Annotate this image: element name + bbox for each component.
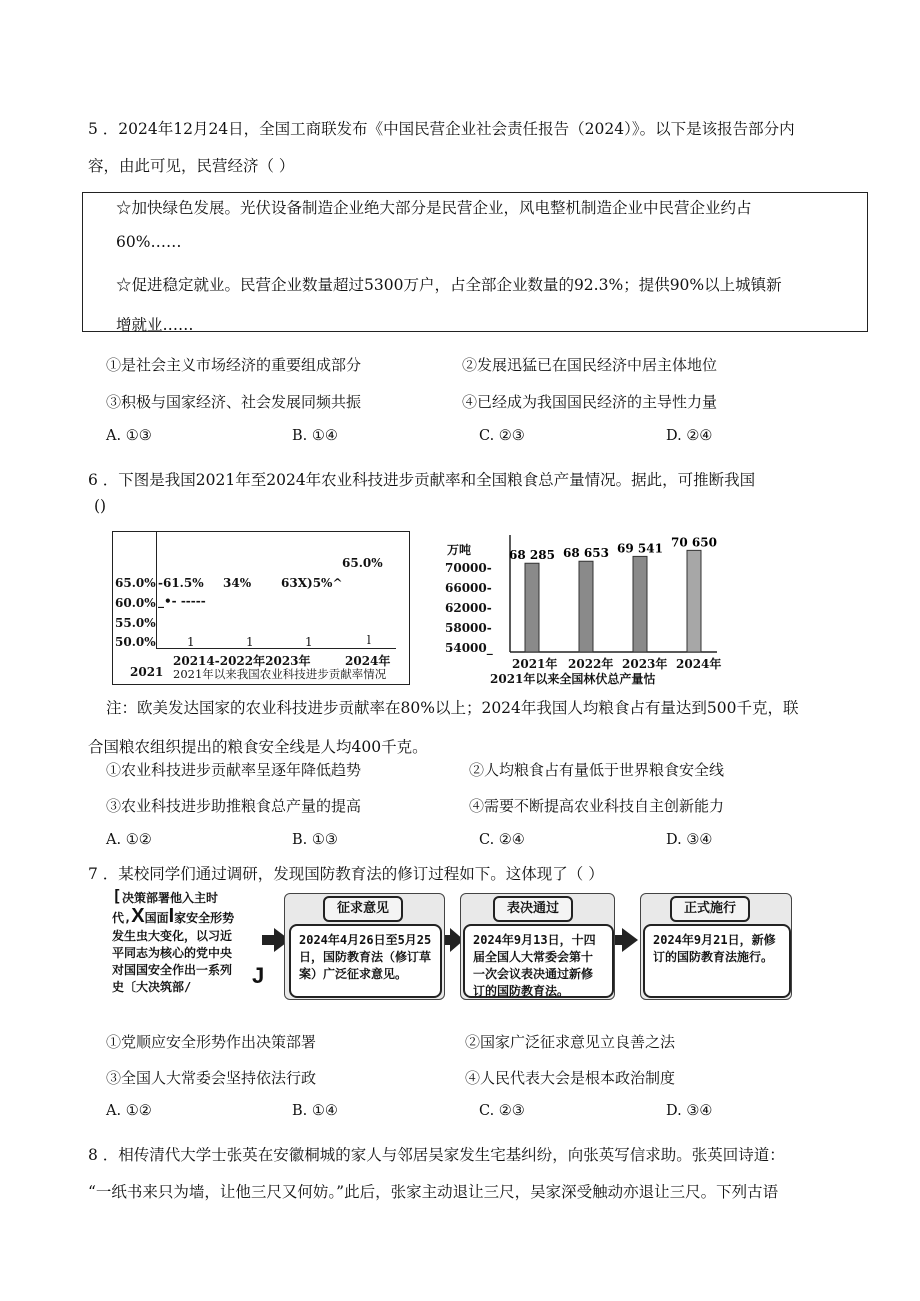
decision-line6-b: 〔大决筑部/ <box>124 980 192 994</box>
chart1-title: 2021年以来我国农业科技进步贡献率情况 <box>173 667 387 681</box>
chart2-ytick: 54000_ <box>445 641 493 655</box>
q7-answer-a[interactable]: A. ①② <box>106 1103 152 1119</box>
chart1-ytick: 65.0% <box>115 576 156 590</box>
bracket-top: [ <box>112 886 122 905</box>
q6-option-2: ②人均粮食占有量低于世界粮食安全线 <box>469 761 725 779</box>
q6-answer-a[interactable]: A. ①② <box>106 832 152 848</box>
chart2-xlabel: 2024年 <box>676 657 722 671</box>
q7-option-3: ③全国人大常委会坚持依法行政 <box>106 1069 317 1087</box>
decision-line3: 发生虫大变化，以习近 <box>112 929 233 943</box>
decision-line1: 决策部署他入主时 <box>122 891 219 905</box>
q7-option-1: ①党顺应安全形势作出决策部署 <box>106 1033 317 1051</box>
decision-line2-a: 代, <box>112 911 132 925</box>
q6-note-line1: 注：欧美发达国家的农业科技进步贡献率在80%以上；2024年我国人均粮食占有量达到500千克，联 <box>106 699 799 717</box>
q6-note-line2: 合国粮农组织提出的粮食安全线是人均400千克。 <box>88 738 428 756</box>
decision-line2-c: 家安全形势 <box>174 911 235 925</box>
chart1-point-label: 63X)5%^ <box>281 576 343 590</box>
chart2-xlabel: 2023年 <box>622 657 668 671</box>
decision-line4: 平同志为核心的党中央 <box>112 946 233 960</box>
decision-line2-b: 国面 <box>144 911 169 925</box>
chart1-x-label-2024: 2024年 <box>345 654 391 668</box>
chart1-tick: l <box>367 633 371 647</box>
chart1-marker: _•- ----- <box>158 594 206 608</box>
bar-value-label: 68 285 <box>509 548 555 563</box>
q5-material-line3: ☆促进稳定就业。民营企业数量超过5300万户，占全部企业数量的92.3%；提供90%以上城镇新 <box>116 276 782 294</box>
q7-answer-d[interactable]: D. ③④ <box>666 1103 713 1119</box>
step3-body: 2024年9月21日，新修订的国防教育法施行。 <box>643 924 791 998</box>
q6-answer-c[interactable]: C. ②④ <box>479 832 525 848</box>
chart2-unit: 万吨 <box>447 543 472 557</box>
step3-title: 正式施行 <box>670 896 750 922</box>
q5-answer-d[interactable]: D. ②④ <box>666 428 713 444</box>
decision-i-glyph: I <box>168 905 175 927</box>
chart1-tick: 1 <box>246 635 254 649</box>
step1-title: 征求意见 <box>323 896 403 922</box>
q6-answer-b[interactable]: B. ①③ <box>292 832 338 848</box>
chart2-ytick: 58000- <box>445 621 492 635</box>
q5-option-2: ②发展迅猛已在国民经济中居主体地位 <box>462 356 718 374</box>
chart1-ytick: 60.0% <box>115 596 156 610</box>
q6-stem-line2: () <box>94 497 107 515</box>
q6-option-4: ④需要不断提高农业科技自主创新能力 <box>469 797 725 815</box>
q5-stem-line1: 5 ．2024年12月24日，全国工商联发布《中国民营企业社会责任报告（2024）》。以下是该报告部分内 <box>88 120 795 138</box>
q5-stem-line2: 容，由此可见，民营经济（ ） <box>88 157 295 175</box>
q8-stem-line2: “一纸书来只为墙，让他三尺又何妨。”此后，张家主动退让三尺，吴家深受触动亦退让三尺。下列古语 <box>88 1183 779 1201</box>
bar-value-label: 69 541 <box>617 541 663 556</box>
decision-line6-a: 史 <box>112 980 125 994</box>
step1-body: 2024年4月26日至5月25日，国防教育法（修订草案）广泛征求意见。 <box>289 924 442 998</box>
q5-answer-c[interactable]: C. ②③ <box>479 428 525 444</box>
q5-material-line4: 增就业…… <box>116 316 194 334</box>
chart2-ytick: 70000- <box>445 561 492 575</box>
decision-line5: 对国国安全作出一系列 <box>112 963 233 977</box>
chart1-point-label: 34% <box>223 576 252 590</box>
chart1-ytick: 50.0% <box>115 635 156 649</box>
step2-body: 2024年9月13日，十四届全国人大常委会第十一次会议表决通过新修订的国防教育法。 <box>463 924 614 998</box>
chart2-title: 2021年以来全国林伏总产量怙 <box>490 672 656 686</box>
decision-x-glyph: X <box>131 905 145 927</box>
q7-answer-b[interactable]: B. ①④ <box>292 1103 338 1119</box>
q5-material-line1: ☆加快绿色发展。光伏设备制造企业绝大部分是民营企业，风电整机制造企业中民营企业约占 <box>116 199 752 217</box>
bar-value-label: 70 650 <box>671 535 717 550</box>
step2-title: 表决通过 <box>493 896 573 922</box>
q5-answer-a[interactable]: A. ①③ <box>106 428 152 444</box>
q6-answer-d[interactable]: D. ③④ <box>666 832 713 848</box>
chart2-ytick: 66000- <box>445 581 492 595</box>
chart1-tick: 1 <box>187 635 195 649</box>
chart1-point-label: -61.5% <box>158 576 204 590</box>
q7-option-2: ②国家广泛征求意见立良善之法 <box>465 1033 676 1051</box>
chart1-tick: 1 <box>305 635 313 649</box>
chart2-xlabel: 2022年 <box>568 657 614 671</box>
chart2-ytick: 62000- <box>445 601 492 615</box>
q6-option-3: ③农业科技进步助推粮食总产量的提高 <box>106 797 362 815</box>
q5-material-line2: 60%…… <box>116 233 182 251</box>
q6-option-1: ①农业科技进步贡献率呈逐年降低趋势 <box>106 761 362 779</box>
chart1-x-label-2021: 2021 <box>130 665 164 679</box>
chart1-point-label: 65.0% <box>342 556 383 570</box>
bar-value-label: 68 653 <box>563 546 609 561</box>
chart2-xlabel: 2021年 <box>512 657 558 671</box>
q5-option-3: ③积极与国家经济、社会发展同频共振 <box>106 393 362 411</box>
q7-option-4: ④人民代表大会是根本政治制度 <box>465 1069 676 1087</box>
q5-answer-b[interactable]: B. ①④ <box>292 428 338 444</box>
chart1-ytick: 55.0% <box>115 616 156 630</box>
q8-stem-line1: 8 ．相传清代大学士张英在安徽桐城的家人与邻居吴家发生宅基纠纷，向张英写信求助。张英回诗道： <box>88 1146 785 1164</box>
q6-stem-line1: 6 ．下图是我国2021年至2024年农业科技进步贡献率和全国粮食总产量情况。据此，可推断我国 <box>88 471 756 489</box>
q7-stem: 7 ．某校同学们通过调研，发现国防教育法的修订过程如下。这体现了（ ） <box>88 865 604 883</box>
chart1-x-labels: 20214-2022年2023年 <box>173 654 311 668</box>
q5-option-4: ④已经成为我国国民经济的主导性力量 <box>462 393 718 411</box>
q7-answer-c[interactable]: C. ②③ <box>479 1103 525 1119</box>
q5-option-1: ①是社会主义市场经济的重要组成部分 <box>106 356 362 374</box>
bracket-j: J <box>252 963 265 988</box>
